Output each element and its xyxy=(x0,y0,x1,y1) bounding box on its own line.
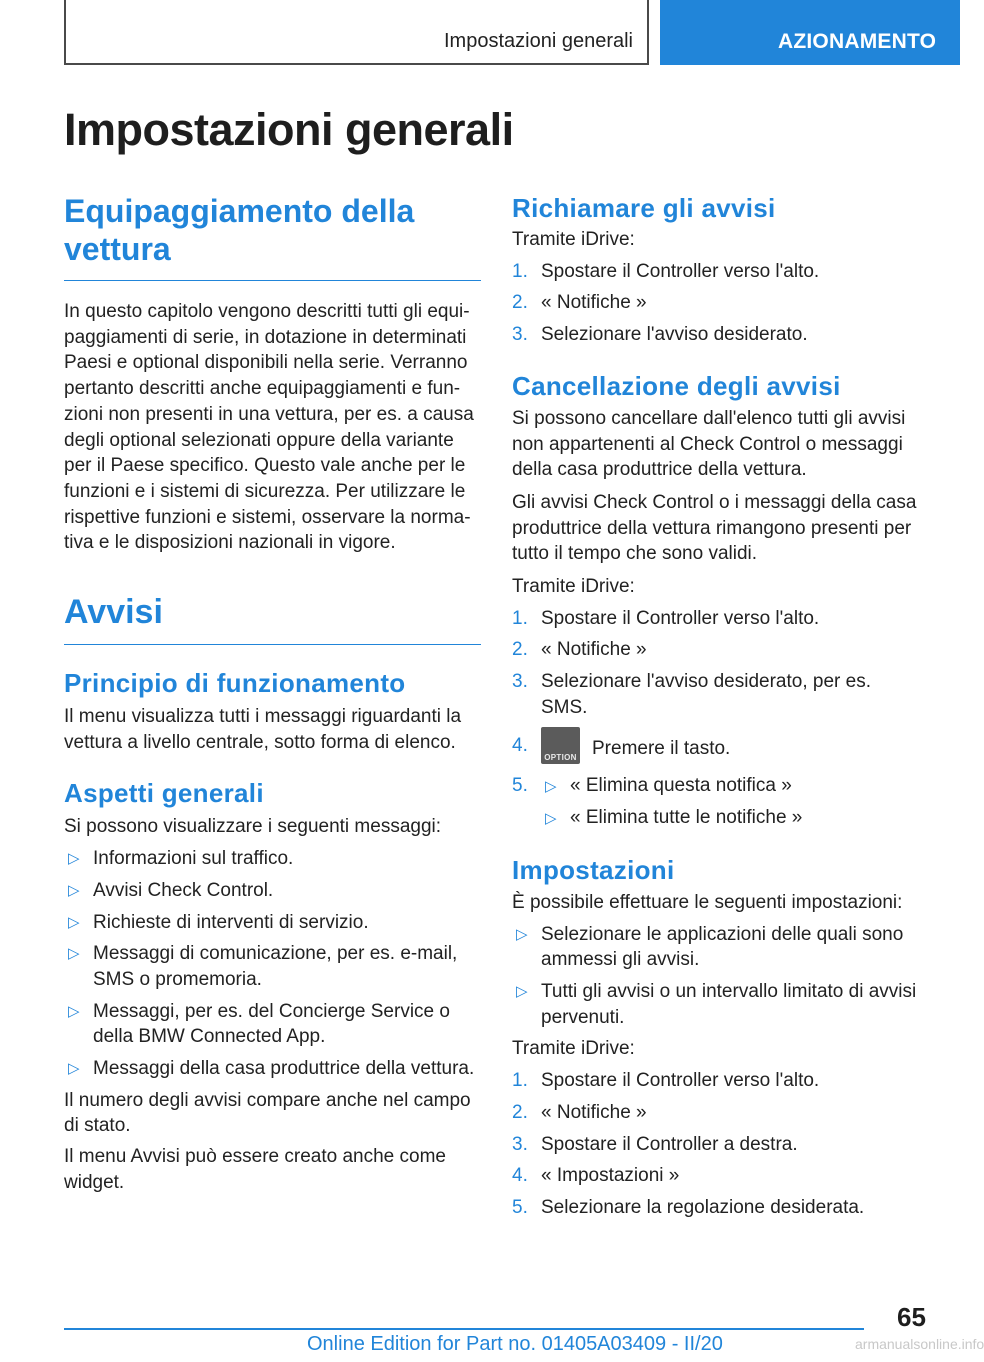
header-chapter-tab xyxy=(660,0,960,65)
triangle-bullet-icon: ▷ xyxy=(68,945,80,963)
text-line: Gli avvisi Check Control o i messaggi della casa xyxy=(512,491,917,513)
step-text: « Impostazioni » xyxy=(541,1165,680,1187)
principio-heading: Principio di funzionamento xyxy=(64,668,406,699)
header-section-title: Impostazioni generali xyxy=(444,30,633,52)
footer-edition: Online Edition for Part no. 01405A03409 - II/20 xyxy=(307,1333,723,1355)
text-line: per il Paese specifico. Questo vale anche per le xyxy=(64,455,466,477)
list-item xyxy=(64,1056,481,1082)
principio-paragraph xyxy=(64,704,481,755)
step-item xyxy=(512,290,922,316)
step-item xyxy=(512,1195,922,1221)
list-item-text: SMS o promemoria. xyxy=(93,968,262,990)
text-line: non appartenenti al Check Control o messaggi xyxy=(512,433,903,455)
list-item-text: Avvisi Check Control. xyxy=(93,879,274,901)
page-number: 65 xyxy=(897,1302,926,1332)
equipment-heading xyxy=(64,192,481,281)
impostazioni-intro: È possibile effettuare le seguenti impostazioni: xyxy=(512,891,903,913)
list-item xyxy=(64,941,481,992)
step-number: 4. xyxy=(512,1165,528,1187)
aspetti-intro: Si possono visualizzare i seguenti messaggi: xyxy=(64,816,442,838)
avvisi-heading: Avvisi xyxy=(64,592,481,645)
text-line: Paesi e optional disponibili nella serie. Verranno xyxy=(64,352,468,374)
richiamare-heading: Richiamare gli avvisi xyxy=(512,193,776,223)
step-4-item xyxy=(512,727,922,767)
equipment-heading-line-1: Equipaggiamento della xyxy=(64,193,415,229)
watermark: armanualsonline.info xyxy=(855,1336,984,1352)
text-line: widget. xyxy=(64,1171,125,1193)
list-item-text: Richieste di interventi di servizio. xyxy=(93,911,369,933)
left-column xyxy=(64,192,481,1196)
step-number: 2. xyxy=(512,639,528,661)
text-line: pertanto descritti anche equipaggiamenti e fun- xyxy=(64,378,461,400)
step-5-item xyxy=(512,773,922,832)
triangle-bullet-icon: ▷ xyxy=(545,777,557,795)
text-line: tiva e le disposizioni nazionali in vigore. xyxy=(64,532,396,554)
list-item-text: Messaggi della casa produttrice della vettura. xyxy=(93,1058,475,1080)
step-number: 1. xyxy=(512,260,528,282)
step-number: 3. xyxy=(512,324,528,346)
text-line: paggiamenti di serie, in dotazione in determinati xyxy=(64,326,467,348)
page-title: Impostazioni generali xyxy=(64,104,514,155)
list-item-text: Selezionare le applicazioni delle quali sono xyxy=(541,923,904,945)
cancellazione-steps xyxy=(512,606,922,721)
list-item-text: Messaggi di comunicazione, per es. e-mail, xyxy=(93,943,458,965)
step-text: Selezionare l'avviso desiderato, per es. SMS. xyxy=(541,671,871,718)
numero-paragraph xyxy=(64,1088,481,1139)
triangle-bullet-icon: ▷ xyxy=(68,850,80,868)
text-line: zioni non presenti in una vettura, per es. a causa xyxy=(64,403,474,425)
text-line: tutto il tempo che sono validi. xyxy=(512,543,758,565)
list-item xyxy=(512,922,922,973)
cancellazione-steps-extra xyxy=(512,727,922,832)
step-number: 5. xyxy=(512,1196,528,1218)
equipment-heading-line-2: vettura xyxy=(64,231,171,267)
list-item-text: ammessi gli avvisi. xyxy=(541,949,700,971)
option-key-label: OPTION xyxy=(544,752,577,762)
step-text: « Notifiche » xyxy=(541,1101,647,1123)
cancellazione-heading: Cancellazione degli avvisi xyxy=(512,370,841,401)
step-number: 3. xyxy=(512,1133,528,1155)
triangle-bullet-icon: ▷ xyxy=(516,983,528,1001)
step-item xyxy=(512,1068,922,1094)
cancellazione-paragraph-2 xyxy=(512,490,922,567)
step-item xyxy=(512,606,922,632)
step-5-option-1 xyxy=(541,773,922,800)
list-item-text: della BMW Connected App. xyxy=(93,1026,326,1048)
step-item xyxy=(512,1163,922,1189)
text-line: rispettive funzioni e sistemi, osservare la norma- xyxy=(64,506,471,528)
triangle-bullet-icon: ▷ xyxy=(545,810,557,828)
step-text: Spostare il Controller verso l'alto. xyxy=(541,1070,820,1092)
list-item xyxy=(64,999,481,1050)
step-5-option-2 xyxy=(541,805,922,832)
impostazioni-tramite: Tramite iDrive: xyxy=(512,1038,635,1060)
cancellazione-tramite: Tramite iDrive: xyxy=(512,576,635,598)
step-4-number: 4. xyxy=(512,734,528,756)
step-5-number: 5. xyxy=(512,774,528,796)
step-item xyxy=(512,669,922,720)
text-line: In questo capitolo vengono descritti tutti gli equi- xyxy=(64,301,470,322)
widget-paragraph xyxy=(64,1144,481,1195)
step-text: Spostare il Controller verso l'alto. xyxy=(541,260,820,282)
text-line: vettura a livello centrale, sotto forma di elenco. xyxy=(64,731,456,753)
triangle-bullet-icon: ▷ xyxy=(68,881,80,899)
step-5-option-2-text: « Elimina tutte le notifiche » xyxy=(570,807,803,829)
option-key-icon xyxy=(541,727,580,764)
aspetti-list xyxy=(64,846,481,1082)
list-item-text: Messaggi, per es. del Concierge Service o xyxy=(93,1000,450,1022)
triangle-bullet-icon: ▷ xyxy=(68,1060,80,1078)
list-item xyxy=(64,910,481,936)
step-number: 1. xyxy=(512,607,528,629)
text-line: produttrice della vettura rimangono presenti per xyxy=(512,517,912,539)
text-line: Il menu Avvisi può essere creato anche come xyxy=(64,1146,446,1168)
aspetti-heading: Aspetti generali xyxy=(64,778,264,809)
step-item xyxy=(512,322,922,348)
richiamare-steps xyxy=(512,259,922,348)
step-text: Spostare il Controller a destra. xyxy=(541,1133,798,1155)
cancellazione-paragraph-1 xyxy=(512,406,922,483)
text-line: Il menu visualizza tutti i messaggi riguardanti la xyxy=(64,706,462,728)
list-item xyxy=(64,846,481,872)
right-column xyxy=(512,192,922,1221)
header-section-box xyxy=(64,0,649,65)
footer-divider xyxy=(64,1328,864,1330)
step-text: « Notifiche » xyxy=(541,639,647,661)
step-text: Selezionare l'avviso desiderato. xyxy=(541,324,808,346)
step-number: 2. xyxy=(512,1101,528,1123)
richiamare-tramite: Tramite iDrive: xyxy=(512,229,635,250)
step-5-option-1-text: « Elimina questa notifica » xyxy=(570,774,792,796)
step-item xyxy=(512,1132,922,1158)
step-number: 1. xyxy=(512,1070,528,1092)
text-line: della casa produttrice della vettura. xyxy=(512,459,807,481)
text-line: funzioni e i sistemi di sicurezza. Per utilizzare le xyxy=(64,480,466,502)
impostazioni-heading: Impostazioni xyxy=(512,854,675,885)
step-item xyxy=(512,637,922,663)
step-item xyxy=(512,259,922,285)
impostazioni-steps xyxy=(512,1068,922,1221)
step-4-text: Premere il tasto. xyxy=(592,737,731,759)
list-item-text: Tutti gli avvisi o un intervallo limitato di avvisi xyxy=(541,981,917,1003)
text-line: Si possono cancellare dall'elenco tutti gli avvisi xyxy=(512,407,906,429)
triangle-bullet-icon: ▷ xyxy=(516,925,528,943)
step-number: 2. xyxy=(512,292,528,314)
step-number: 3. xyxy=(512,671,528,693)
equipment-paragraph xyxy=(64,299,481,556)
step-text: Selezionare la regolazione desiderata. xyxy=(541,1196,865,1218)
impostazioni-list xyxy=(512,922,922,1031)
step-text: « Notifiche » xyxy=(541,292,647,314)
text-line: Il numero degli avvisi compare anche nel campo xyxy=(64,1089,471,1111)
step-text: Spostare il Controller verso l'alto. xyxy=(541,607,820,629)
list-item xyxy=(512,979,922,1030)
text-line: degli optional selezionati oppure della variante xyxy=(64,429,454,451)
triangle-bullet-icon: ▷ xyxy=(68,913,80,931)
triangle-bullet-icon: ▷ xyxy=(68,1002,80,1020)
list-item-text: pervenuti. xyxy=(541,1006,625,1028)
list-item xyxy=(64,878,481,904)
header-chapter-label: AZIONAMENTO xyxy=(778,30,937,53)
text-line: di stato. xyxy=(64,1115,131,1137)
list-item-text: Informazioni sul traffico. xyxy=(93,848,294,870)
step-item xyxy=(512,1100,922,1126)
